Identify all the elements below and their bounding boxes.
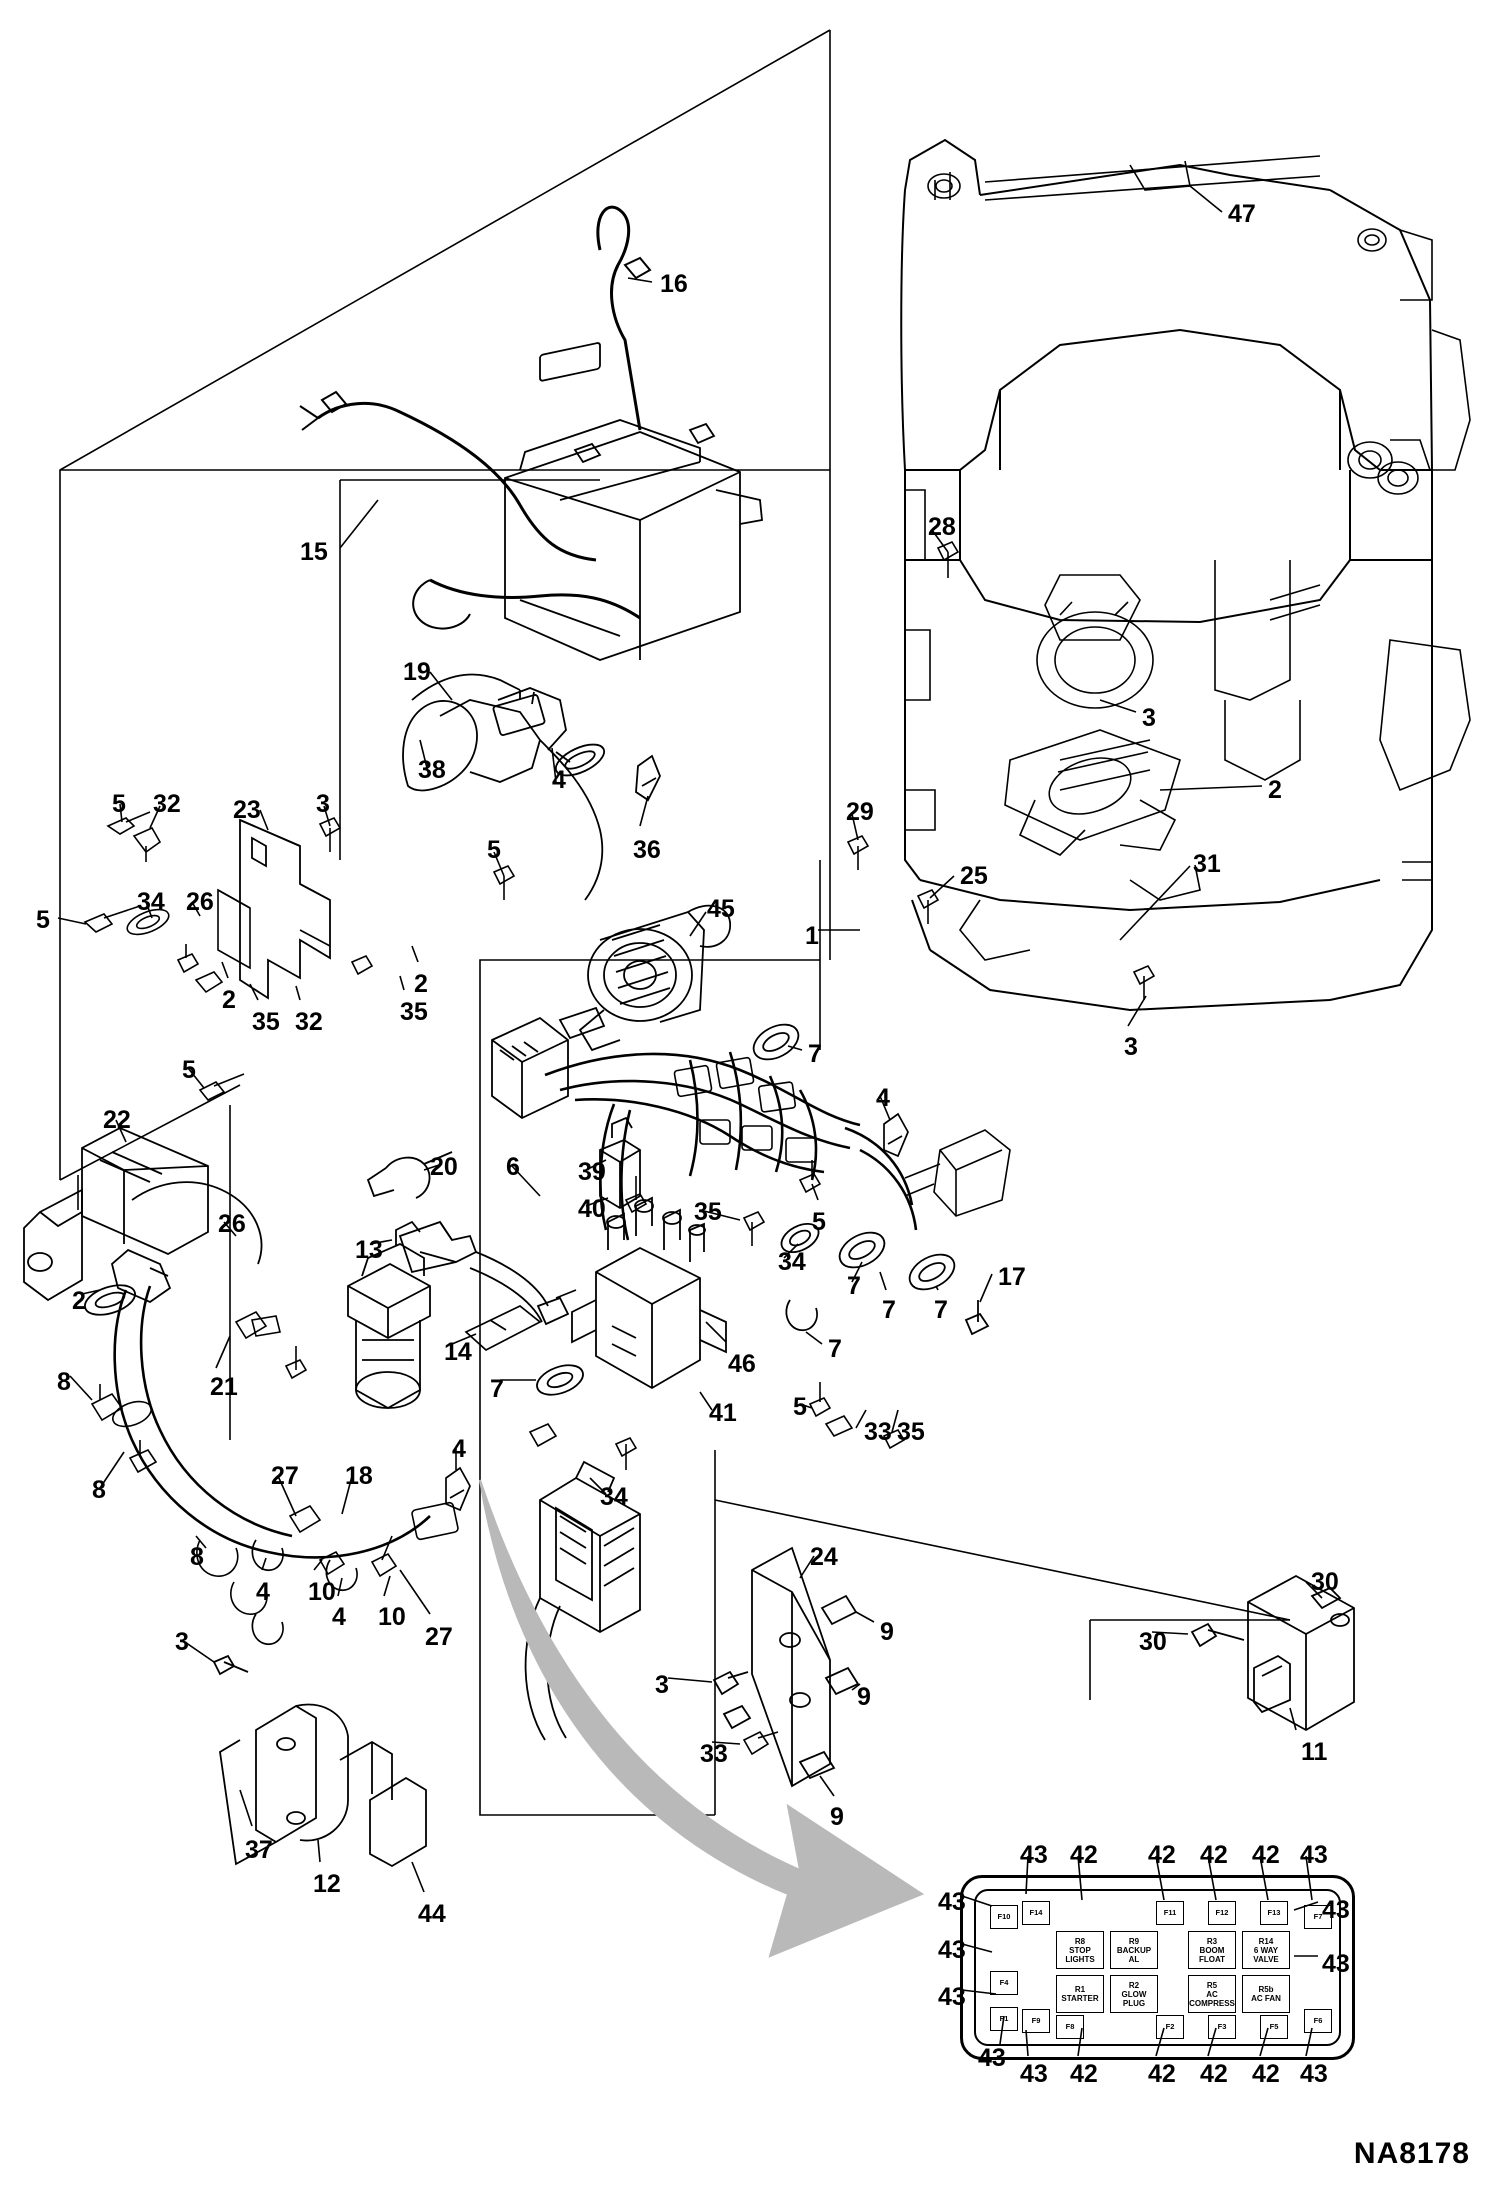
callout-number-6: 6 xyxy=(506,1153,520,1181)
callout-number-5: 5 xyxy=(112,790,126,818)
callout-number-38: 38 xyxy=(418,756,446,784)
callout-number-3: 3 xyxy=(1124,1033,1138,1061)
callout-number-27: 27 xyxy=(271,1462,299,1490)
callout-number-35: 35 xyxy=(252,1008,280,1036)
relay-r1-id: R1 xyxy=(1074,1985,1086,1994)
relay-r5b-label: AC FAN xyxy=(1251,1994,1281,2003)
callout-number-42: 42 xyxy=(1070,1841,1098,1869)
callout-number-7: 7 xyxy=(490,1375,504,1403)
callout-number-5: 5 xyxy=(182,1056,196,1084)
callout-number-3: 3 xyxy=(1142,704,1156,732)
callout-number-44: 44 xyxy=(418,1900,446,1928)
callout-number-42: 42 xyxy=(1252,2060,1280,2088)
callout-number-26: 26 xyxy=(186,888,214,916)
callout-number-7: 7 xyxy=(847,1272,861,1300)
relay-r14-label: 6 WAY VALVE xyxy=(1253,1945,1279,1964)
callout-number-25: 25 xyxy=(960,862,988,890)
callout-number-5: 5 xyxy=(487,836,501,864)
callout-number-15: 15 xyxy=(300,538,328,566)
callout-number-34: 34 xyxy=(600,1483,628,1511)
relay-r2-id: R2 xyxy=(1128,1980,1140,1990)
callout-number-7: 7 xyxy=(882,1296,896,1324)
callout-number-30: 30 xyxy=(1311,1568,1339,1596)
callout-number-9: 9 xyxy=(880,1618,894,1646)
relay-r5b-id: R5b xyxy=(1258,1985,1274,1994)
callout-number-21: 21 xyxy=(210,1373,238,1401)
callout-number-33: 33 xyxy=(864,1418,892,1446)
callout-number-43: 43 xyxy=(1300,1841,1328,1869)
diagram-id: NA8178 xyxy=(1353,2137,1470,2170)
callout-number-43: 43 xyxy=(938,1888,966,1916)
fuse-f4: F4 xyxy=(990,1971,1018,1995)
callout-number-3: 3 xyxy=(316,790,330,818)
callout-number-2: 2 xyxy=(414,970,428,998)
callout-number-43: 43 xyxy=(978,2044,1006,2072)
callout-number-8: 8 xyxy=(92,1476,106,1504)
callout-number-26: 26 xyxy=(218,1210,246,1238)
callout-number-42: 42 xyxy=(1070,2060,1098,2088)
callout-number-47: 47 xyxy=(1228,200,1256,228)
callout-number-7: 7 xyxy=(934,1296,948,1324)
callout-number-3: 3 xyxy=(175,1628,189,1656)
callout-number-8: 8 xyxy=(57,1368,71,1396)
fuse-f10: F10 xyxy=(990,1905,1018,1929)
callout-number-42: 42 xyxy=(1252,1841,1280,1869)
callout-number-7: 7 xyxy=(808,1040,822,1068)
callout-number-4: 4 xyxy=(256,1578,270,1606)
callout-number-20: 20 xyxy=(430,1153,458,1181)
callout-number-32: 32 xyxy=(295,1008,323,1036)
callout-number-2: 2 xyxy=(222,986,236,1014)
fuse-f5: F5 xyxy=(1260,2015,1288,2039)
callout-number-33: 33 xyxy=(700,1740,728,1768)
callout-number-39: 39 xyxy=(578,1158,606,1186)
fuse-f11: F11 xyxy=(1156,1901,1184,1925)
callout-number-40: 40 xyxy=(578,1195,606,1223)
callout-number-10: 10 xyxy=(308,1578,336,1606)
callout-number-32: 32 xyxy=(153,790,181,818)
callout-number-34: 34 xyxy=(778,1248,806,1276)
fuse-f12: F12 xyxy=(1208,1901,1236,1925)
callout-number-43: 43 xyxy=(1020,2060,1048,2088)
relay-r14-id: R14 xyxy=(1258,1936,1274,1946)
callout-number-43: 43 xyxy=(938,1936,966,1964)
callout-number-8: 8 xyxy=(190,1543,204,1571)
callout-number-35: 35 xyxy=(400,998,428,1026)
relay-r5-label: AC COMPRESS xyxy=(1189,1989,1235,2008)
callout-number-18: 18 xyxy=(345,1462,373,1490)
callout-number-10: 10 xyxy=(378,1603,406,1631)
callout-number-27: 27 xyxy=(425,1623,453,1651)
callout-number-36: 36 xyxy=(633,836,661,864)
callout-number-3: 3 xyxy=(655,1671,669,1699)
callout-number-22: 22 xyxy=(103,1106,131,1134)
fuse-f13: F13 xyxy=(1260,1901,1288,1925)
callout-number-5: 5 xyxy=(812,1208,826,1236)
callout-number-13: 13 xyxy=(355,1236,383,1264)
relay-r1-label: STARTER xyxy=(1061,1994,1099,2003)
callout-number-42: 42 xyxy=(1200,1841,1228,1869)
callout-number-35: 35 xyxy=(897,1418,925,1446)
callout-number-42: 42 xyxy=(1148,2060,1176,2088)
callout-number-42: 42 xyxy=(1148,1841,1176,1869)
callout-number-28: 28 xyxy=(928,513,956,541)
callout-number-16: 16 xyxy=(660,270,688,298)
relay-r3-id: R3 xyxy=(1206,1936,1218,1946)
relay-r8-label: STOP LIGHTS xyxy=(1065,1945,1095,1964)
callout-number-34: 34 xyxy=(137,888,165,916)
callout-number-42: 42 xyxy=(1200,2060,1228,2088)
callout-number-4: 4 xyxy=(332,1603,346,1631)
callout-number-43: 43 xyxy=(1322,1896,1350,1924)
callout-number-23: 23 xyxy=(233,796,261,824)
callout-number-5: 5 xyxy=(36,906,50,934)
callout-number-19: 19 xyxy=(403,658,431,686)
callout-number-35: 35 xyxy=(694,1198,722,1226)
fuse-f9: F9 xyxy=(1022,2009,1050,2033)
fuse-f8: F8 xyxy=(1056,2015,1084,2039)
relay-r9-id: R9 xyxy=(1128,1936,1140,1946)
callout-number-41: 41 xyxy=(709,1399,737,1427)
fuse-f6: F6 xyxy=(1304,2009,1332,2033)
callout-number-12: 12 xyxy=(313,1870,341,1898)
callout-number-43: 43 xyxy=(938,1983,966,2011)
relay-r3-label: BOOM FLOAT xyxy=(1198,1945,1226,1964)
callout-number-2: 2 xyxy=(1268,776,1282,804)
callout-number-1: 1 xyxy=(805,922,819,950)
callout-number-24: 24 xyxy=(810,1543,838,1571)
fuse-f14: F14 xyxy=(1022,1901,1050,1925)
callout-number-9: 9 xyxy=(857,1683,871,1711)
callout-number-17: 17 xyxy=(998,1263,1026,1291)
relay-r5-id: R5 xyxy=(1206,1980,1218,1990)
callout-number-31: 31 xyxy=(1193,850,1221,878)
fuse-f7: F7 xyxy=(1304,1905,1332,1929)
callout-number-45: 45 xyxy=(707,895,735,923)
fuse-f1: F1 xyxy=(990,2007,1018,2031)
fuse-f3: F3 xyxy=(1208,2015,1236,2039)
fuse-f2: F2 xyxy=(1156,2015,1184,2039)
relay-r2-label: GLOW PLUG xyxy=(1121,1989,1147,2008)
callout-number-30: 30 xyxy=(1139,1628,1167,1656)
callout-number-43: 43 xyxy=(1300,2060,1328,2088)
callout-number-37: 37 xyxy=(245,1836,273,1864)
callout-number-46: 46 xyxy=(728,1350,756,1378)
callout-number-4: 4 xyxy=(876,1084,890,1112)
callout-number-43: 43 xyxy=(1322,1950,1350,1978)
relay-r8-id: R8 xyxy=(1074,1936,1086,1946)
callout-number-29: 29 xyxy=(846,798,874,826)
callout-number-11: 11 xyxy=(1301,1738,1328,1766)
callout-number-5: 5 xyxy=(793,1393,807,1421)
relay-r9-label: BACKUP AL xyxy=(1116,1945,1152,1964)
callout-number-4: 4 xyxy=(452,1435,466,1463)
callout-number-4: 4 xyxy=(552,766,566,794)
callout-number-2: 2 xyxy=(72,1287,86,1315)
callout-number-9: 9 xyxy=(830,1803,844,1831)
callout-number-43: 43 xyxy=(1020,1841,1048,1869)
callout-number-14: 14 xyxy=(444,1338,472,1366)
callout-number-7: 7 xyxy=(828,1335,842,1363)
